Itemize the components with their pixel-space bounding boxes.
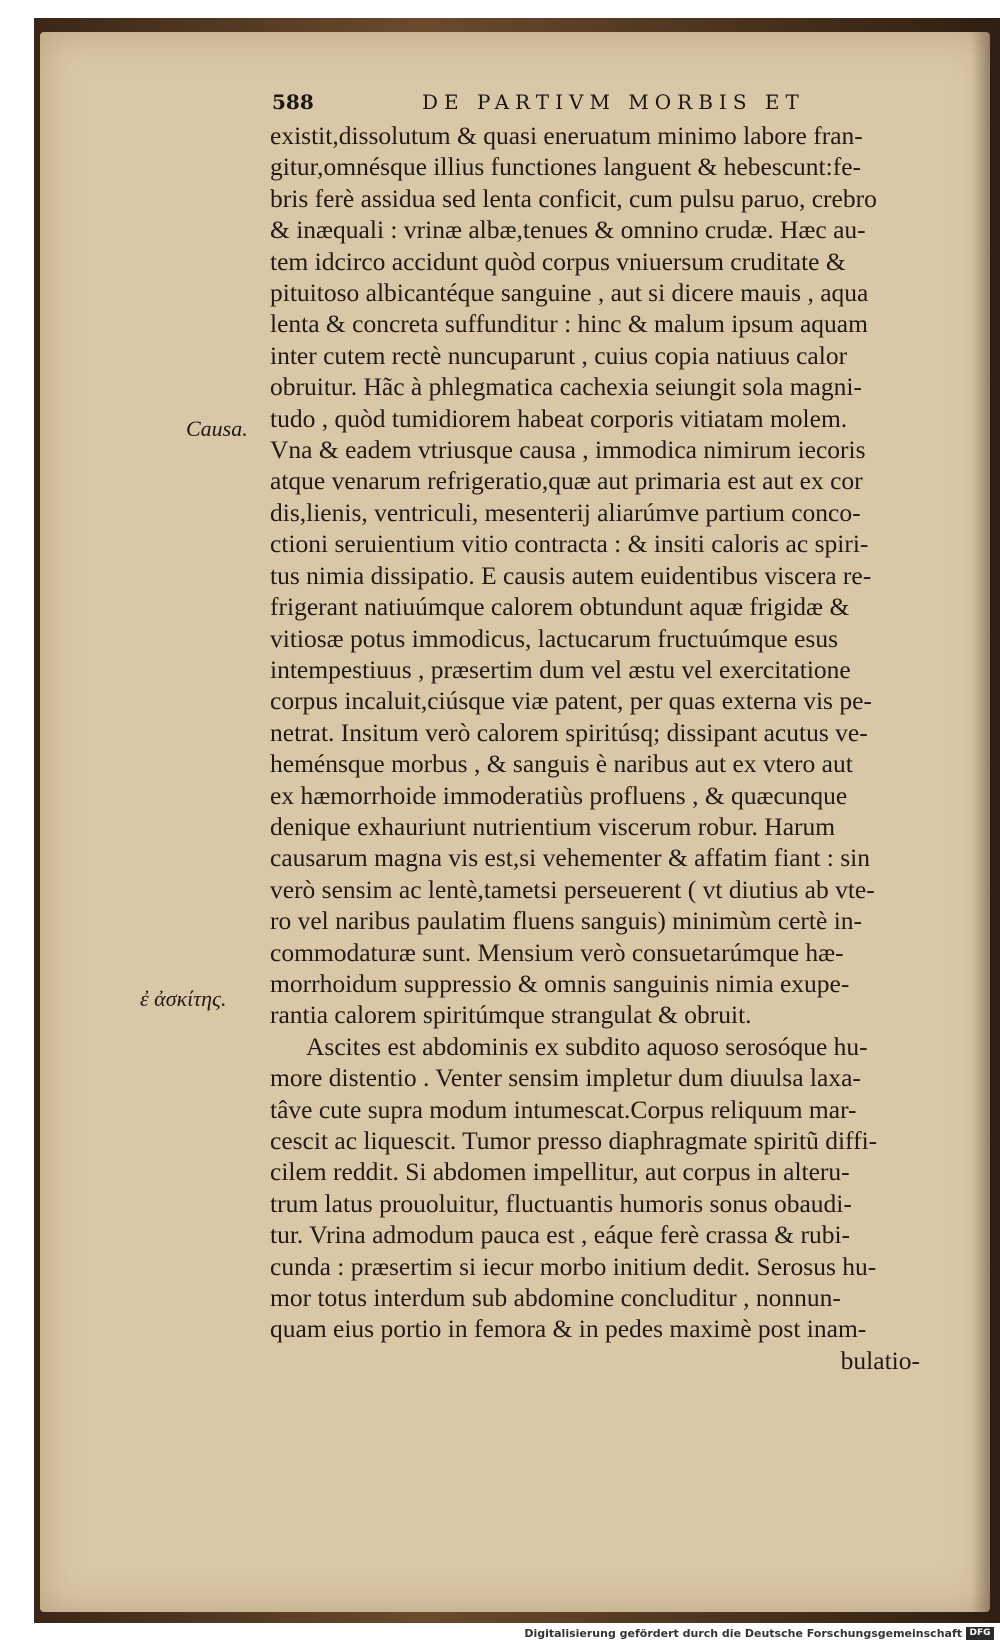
text-line: denique exhauriunt nutrientium viscerum robur. Harum xyxy=(270,811,836,841)
text-line: tâve cute supra modum intumescat.Corpus reliquum mar- xyxy=(270,1094,857,1124)
page-gutter-shadow xyxy=(972,32,990,1612)
text-line: commodaturæ sunt. Mensium verò consuetarúmque hæ- xyxy=(270,937,844,967)
text-line: & inæquali : vrinæ albæ,tenues & omnino crudæ. Hæc au- xyxy=(270,215,866,245)
text-line: corpus incaluit,ciúsque viæ patent, per quas externa vis pe- xyxy=(270,686,872,716)
text-line: cunda : præsertim si iecur morbo initium dedit. Serosus hu- xyxy=(270,1251,877,1281)
text-line: rantia calorem spiritúmque strangulat & obruit. xyxy=(270,1000,752,1030)
funding-note: Digitalisierung gefördert durch die Deutsche Forschungsgemeinschaft xyxy=(524,1627,962,1640)
text-line: existit,dissolutum & quasi eneruatum minimo labore fran- xyxy=(270,121,863,150)
text-line: bulatio- xyxy=(840,1345,920,1375)
dfg-logo: DFG xyxy=(966,1627,994,1640)
text-line: bris ferè assidua sed lenta conficit, cum pulsu paruo, crebro xyxy=(270,183,877,213)
page-number: 588 xyxy=(272,90,314,114)
text-line: ex hæmorrhoide immoderatiùs profluens , & quæcunque xyxy=(270,780,848,810)
text-line: pituitoso albicantéque sanguine , aut si dicere mauis , aqua xyxy=(270,278,869,308)
text-line: verò sensim ac lentè,tametsi perseuerent ( vt diutius ab vte- xyxy=(270,874,875,904)
text-line: frigerant natiuúmque calorem obtundunt aquæ frigidæ & xyxy=(270,592,850,622)
body-text xyxy=(270,120,930,1376)
text-line: causarum magna vis est,si vehementer & affatim fiant : sin xyxy=(270,843,871,873)
text-line: more distentio . Venter sensim impletur dum diuulsa laxa- xyxy=(270,1063,861,1093)
text-line: tem idcirco accidunt quòd corpus vniuersum cruditate & xyxy=(270,246,846,276)
text-line: morrhoidum suppressio & omnis sanguinis nimia exupe- xyxy=(270,968,850,998)
text-line: netrat. Insitum verò calorem spiritúsq; dissipant acutus ve- xyxy=(270,717,868,747)
margin-note-causa: Causa. xyxy=(186,416,248,441)
text-line: inter cutem rectè nuncuparunt , cuius copia natiuus calor xyxy=(270,340,848,370)
margin-note-ascites: ἐ ἀσκίτης. xyxy=(140,986,227,1011)
text-line: vitiosæ potus immodicus, lactucarum fructuúmque esus xyxy=(270,623,838,653)
text-line: dis,lienis, ventriculi, mesenterij aliarúmve partium conco- xyxy=(270,497,861,527)
text-line: gitur,omnésque illius functiones languent & hebescunt:fe- xyxy=(270,152,862,182)
text-line: trum latus prouoluitur, fluctuantis humoris sonus obaudi- xyxy=(270,1188,852,1218)
text-line: mor totus interdum sub abdomine concluditur , nonnun- xyxy=(270,1283,841,1313)
text-line: Ascites est abdominis ex subdito aquoso serosóque hu- xyxy=(306,1031,868,1061)
text-line: ro vel naribus paulatim fluens sanguis) minimùm certè in- xyxy=(270,906,863,936)
text-line: ctioni seruientium vitio contracta : & insiti caloris ac spiri- xyxy=(270,529,869,559)
text-line: tus nimia dissipatio. E causis autem euidentibus viscera re- xyxy=(270,560,872,590)
text-line: obruitur. Hãc à phlegmatica cachexia seiungit sola magni- xyxy=(270,372,862,402)
text-line: atque venarum refrigeratio,quæ aut primaria est aut ex cor xyxy=(270,466,863,496)
text-line: tudo , quòd tumidiorem habeat corporis vitiatam molem. xyxy=(270,403,848,433)
running-title: DE PARTIVM MORBIS ET xyxy=(422,90,805,114)
text-line: cescit ac liquescit. Tumor presso diaphragmate spiritũ diffi- xyxy=(270,1126,878,1155)
text-line: heménsque morbus , & sanguis è naribus aut ex vtero aut xyxy=(270,749,853,779)
text-line: lenta & concreta suffunditur : hinc & malum ipsum aquam xyxy=(270,309,868,339)
text-line: tur. Vrina admodum pauca est , eáque ferè crassa & rubi- xyxy=(270,1220,851,1250)
text-line: cilem reddit. Si abdomen impellitur, aut corpus in alteru- xyxy=(270,1157,850,1187)
text-line: intempestiuus , præsertim dum vel æstu vel exercitatione xyxy=(270,654,851,684)
text-line: quam eius portio in femora & in pedes maximè post inam- xyxy=(270,1314,867,1344)
text-line: Vna & eadem vtriusque causa , immodica nimirum iecoris xyxy=(270,435,866,465)
